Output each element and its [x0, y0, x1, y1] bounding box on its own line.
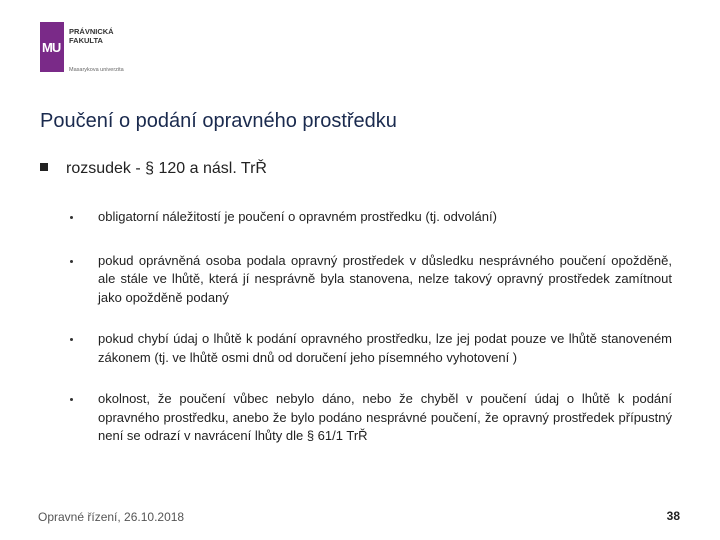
sub-bullet-item: [68, 330, 672, 367]
bullet-dot-icon: [70, 260, 73, 263]
logo-text: [69, 27, 164, 45]
sub-bullet-list: [68, 208, 672, 446]
main-bullet-text: rozsudek - § 120 a násl. TrŘ: [66, 160, 267, 177]
sub-bullet-item: [68, 208, 672, 227]
slide-title: Poučení o podání opravného prostředku: [40, 110, 397, 132]
logo-mark: [40, 22, 64, 72]
sub-bullet-item: [68, 252, 672, 308]
faculty-logo: [40, 22, 160, 72]
logo-mark-letters: MU: [42, 40, 61, 55]
sub-bullet-text: okolnost, že poučení vůbec nebylo dáno, nebo že chyběl v poučení údaj o lhůtě k podání opravného prostředku, anebo že bylo podáno nesprávné poučení, že opravný prostředek přípustný není se odrazí v navrácení lhůty dle § 61/1 TrŘ: [98, 391, 672, 443]
bullet-dot-icon: [70, 338, 73, 341]
page-number: 38: [666, 509, 680, 523]
sub-bullet-text: pokud oprávněná osoba podala opravný prostředek v důsledku nesprávného poučení opožděně, ale stále ve lhůtě, která jí nesprávně byla stanovena, nelze takový opravný prostředek zamítnout jako opožděně podaný: [98, 252, 672, 305]
sub-bullet-text: obligatorní náležitostí je poučení o opravném prostředku (tj. odvolání): [98, 209, 497, 224]
logo-line-1: PRÁVNICKÁ: [69, 27, 114, 36]
logo-subtitle: Masarykova univerzita: [69, 67, 124, 73]
logo-line-2: FAKULTA: [69, 36, 103, 45]
bullet-dot-icon: [70, 216, 73, 219]
footer-caption: Opravné řízení, 26.10.2018: [38, 510, 185, 524]
sub-bullet-text: pokud chybí údaj o lhůtě k podání opravného prostředku, lze jej podat pouze ve lhůtě stanoveném zákonem (tj. ve lhůtě osmi dnů od doručení jeho písemného vyhotovení ): [98, 331, 672, 365]
bullet-dot-icon: [70, 398, 73, 401]
square-bullet-icon: [40, 163, 48, 171]
sub-bullet-item: [68, 390, 672, 446]
main-bullet-point: [40, 160, 267, 178]
